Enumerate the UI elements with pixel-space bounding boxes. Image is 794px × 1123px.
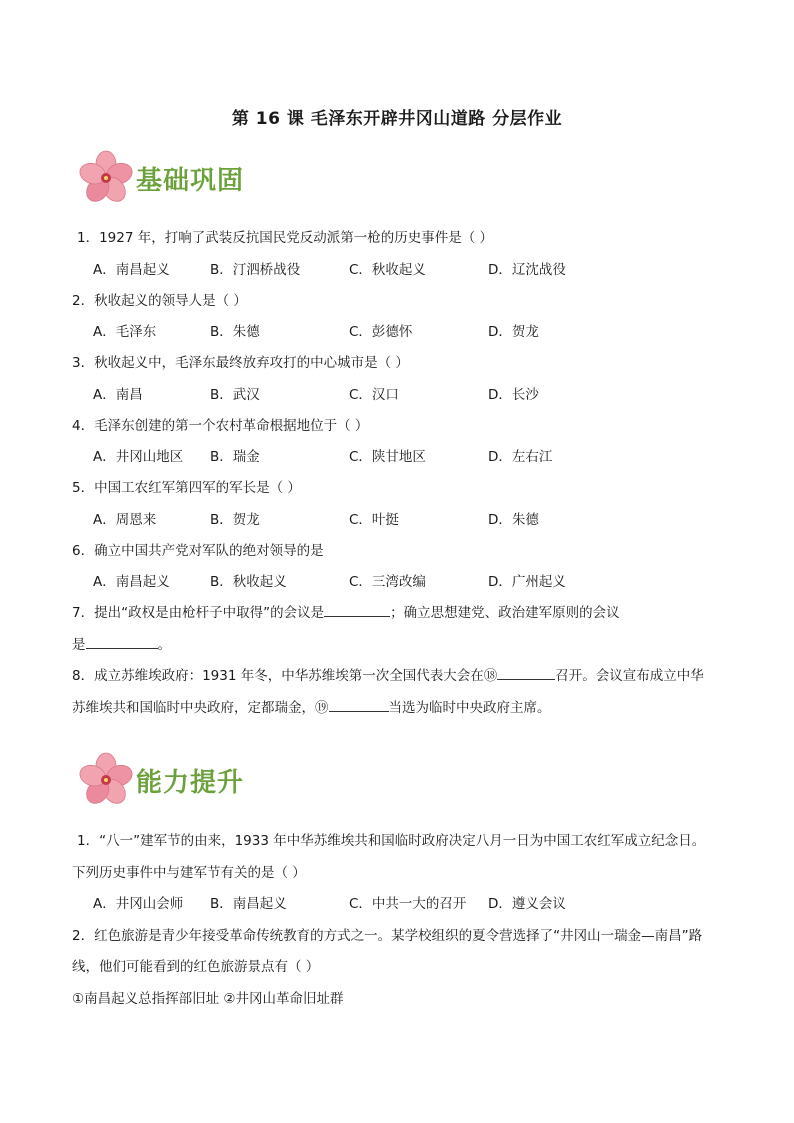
question-8-line1 [72, 664, 704, 684]
page-title: 第 16 课 毛泽东开辟井冈山道路 分层作业 [231, 109, 563, 129]
option-d: D．左右江 [488, 449, 553, 465]
option-c: C．中共一大的召开 [349, 896, 467, 912]
option-d: D．辽沈战役 [488, 262, 566, 278]
advanced-question-1-line1: 1．“八一”建军节的由来，1933 年中华苏维埃共和国临时政府决定八月一日为中国工农红军成立纪念日。 [77, 833, 706, 849]
question-6-stem: 6．确立中国共产党对军队的绝对领导的是 [72, 543, 324, 559]
option-d: D．朱德 [488, 512, 539, 528]
option-d: D．长沙 [488, 387, 539, 403]
option-b: B．汀泗桥战役 [210, 262, 301, 278]
question-8-text-3: 苏维埃共和国临时中央政府，定都瑞金，⑲ [72, 700, 329, 716]
question-8-text-2: 召开。会议宣布成立中华 [555, 668, 704, 684]
option-b: B．秋收起义 [210, 574, 287, 590]
option-a: A．南昌 [93, 387, 143, 403]
option-a: A．南昌起义 [93, 262, 170, 278]
section-title-advanced: 能力提升 [136, 768, 245, 798]
option-c: C．秋收起义 [349, 262, 426, 278]
question-5-stem: 5．中国工农红军第四军的军长是（ ） [72, 480, 301, 496]
question-3-stem: 3．秋收起义中，毛泽东最终放弃攻打的中心城市是（ ） [72, 355, 409, 371]
option-b: B．贺龙 [210, 512, 260, 528]
option-d: D．贺龙 [488, 324, 539, 340]
option-c: C．叶挺 [349, 512, 399, 528]
section-title-basic: 基础巩固 [136, 166, 245, 196]
option-a: A．毛泽东 [93, 324, 157, 340]
advanced-question-2-line2: 线，他们可能看到的红色旅游景点有（ ） [72, 959, 320, 975]
option-c: C．汉口 [349, 387, 399, 403]
question-7-text-4: 。 [157, 637, 171, 653]
question-8-text-4: 当选为临时中央政府主席。 [388, 700, 551, 716]
question-1-stem: 1．1927 年，打响了武装反抗国民党反动派第一枪的历史事件是（ ） [77, 230, 494, 246]
answer-blank[interactable] [86, 634, 158, 649]
answer-blank[interactable] [329, 697, 389, 712]
option-d: D．广州起义 [488, 574, 566, 590]
option-a: A．井冈山地区 [93, 449, 184, 465]
question-7-line1 [72, 601, 620, 621]
question-7-text-3: 是 [72, 637, 86, 653]
question-7-text-2: ；确立思想建党、政治建军原则的会议 [390, 605, 620, 621]
advanced-question-2-items: ①南昌起义总指挥部旧址 ②井冈山革命旧址群 [72, 991, 344, 1007]
option-b: B．朱德 [210, 324, 260, 340]
option-c: C．三湾改编 [349, 574, 426, 590]
question-8-line2 [72, 696, 551, 716]
option-c: C．陕甘地区 [349, 449, 426, 465]
advanced-question-2-line1: 2．红色旅游是青少年接受革命传统教育的方式之一。某学校组织的夏令营选择了“井冈山一瑞金—南昌”路 [72, 928, 703, 944]
question-7-line2 [72, 633, 171, 653]
cherry-blossom-icon [76, 150, 136, 206]
option-a: A．井冈山会师 [93, 896, 184, 912]
question-8-text-1: 8．成立苏维埃政府：1931 年冬，中华苏维埃第一次全国代表大会在⑱ [72, 668, 498, 684]
advanced-question-1-line2: 下列历史事件中与建军节有关的是（ ） [72, 865, 306, 881]
option-a: A．南昌起义 [93, 574, 170, 590]
question-2-stem: 2．秋收起义的领导人是（ ） [72, 293, 247, 309]
answer-blank[interactable] [497, 665, 555, 680]
option-b: B．瑞金 [210, 449, 260, 465]
question-7-text-1: 7．提出“政权是由枪杆子中取得”的会议是 [72, 605, 325, 621]
cherry-blossom-icon [76, 752, 136, 808]
option-a: A．周恩来 [93, 512, 157, 528]
option-b: B．武汉 [210, 387, 260, 403]
option-c: C．彭德怀 [349, 324, 413, 340]
option-b: B．南昌起义 [210, 896, 287, 912]
answer-blank[interactable] [324, 602, 390, 617]
option-d: D．遵义会议 [488, 896, 566, 912]
question-4-stem: 4．毛泽东创建的第一个农村革命根据地位于（ ） [72, 418, 369, 434]
